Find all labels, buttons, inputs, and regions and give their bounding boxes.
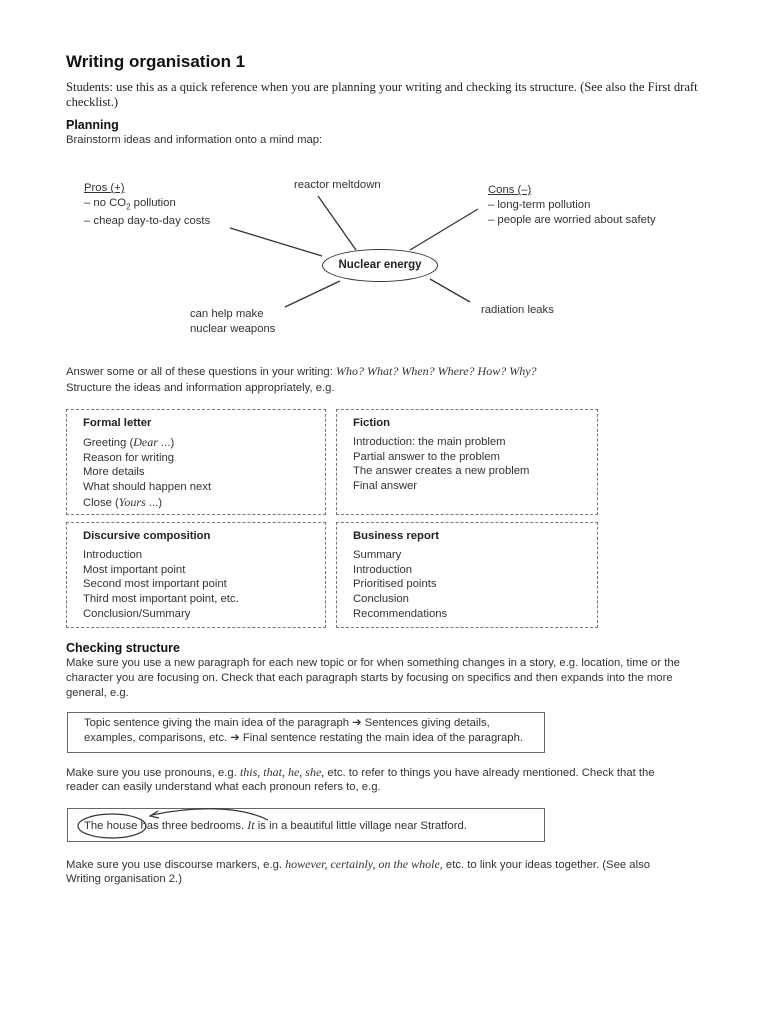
structure-line: Structure the ideas and information appropriately, e.g.	[66, 382, 335, 394]
bottom-left-node: can help make nuclear weapons	[190, 308, 276, 335]
pronoun-paragraph: Make sure you use pronouns, e.g. this, that, he, she, etc. to refer to things you have already mentioned. Check that the	[66, 765, 655, 779]
box-item: Recommendations	[353, 607, 448, 620]
discourse-paragraph: Make sure you use discourse markers, e.g. however, certainly, on the whole, etc. to link your ideas together. (See also	[66, 857, 651, 871]
box-item: More details	[83, 466, 145, 479]
box-title: Discursive composition	[83, 530, 211, 542]
planning-instruction: Brainstorm ideas and information onto a mind map:	[66, 134, 323, 146]
pronoun-it: It	[247, 818, 255, 832]
box-item: Introduction	[353, 563, 413, 576]
questions-line: Answer some or all of these questions in your writing: Who? What? When? Where? How? Why?	[66, 364, 537, 378]
box-item: Introduction	[83, 548, 143, 561]
box-item: Conclusion/Summary	[83, 607, 191, 620]
topic-sentence-box: Topic sentence giving the main idea of the paragraph ➔ Sentences giving details, examples, comparisons, etc. ➔ Final sentence restating the main idea of the paragraph.	[67, 712, 545, 753]
checking-paragraph-1: Make sure you use a new paragraph for each new topic or for when something changes in a story, e.g. location, time or the character you are focusing on. Check that each paragraph starts by focusing on specifics and then expands into the more general, e.g.	[66, 657, 680, 699]
bottom-right-node: radiation leaks	[481, 304, 554, 316]
box-item: Introduction: the main problem	[353, 435, 506, 448]
box-title: Business report	[353, 530, 440, 542]
checking-heading: Checking structure	[66, 641, 180, 655]
box-item: Partial answer to the problem	[353, 450, 500, 463]
intro-text: Students: use this as a quick reference when you are planning your writing and checking its structure. (See also the First draft checklist.)	[66, 80, 698, 109]
top-node: reactor meltdown	[294, 179, 381, 191]
box-item: Conclusion	[353, 593, 409, 606]
cons-item-1: – long-term pollution	[488, 199, 591, 211]
box-item: Prioritised points	[353, 578, 437, 591]
page-title: Writing organisation 1	[66, 52, 246, 71]
box-item: Most important point	[83, 563, 186, 576]
cons-title: Cons (–)	[488, 184, 532, 196]
box-item: The answer creates a new problem	[353, 465, 530, 478]
box-item: Third most important point, etc.	[83, 593, 239, 606]
box-item: What should happen next	[83, 481, 212, 494]
reference-arrow	[152, 809, 268, 820]
box-item: Greeting (Dear ...)	[83, 434, 175, 449]
pros-item-2: – cheap day-to-day costs	[84, 215, 211, 228]
cons-item-2: – people are worried about safety	[488, 214, 656, 226]
box-item: Second most important point	[83, 578, 227, 591]
discourse-paragraph-line-2: Writing organisation 2.)	[66, 873, 182, 885]
pronoun-paragraph-line-2: reader can easily understand what each pronoun refers to, e.g.	[66, 781, 381, 793]
box-title: Formal letter	[83, 417, 152, 429]
box-item: Final answer	[353, 480, 418, 493]
pros-item-1: – no $CO_2$ pollution	[84, 197, 176, 212]
pros-title: Pros (+)	[84, 182, 125, 194]
box-title: Fiction	[353, 417, 391, 429]
antecedent-circle	[78, 814, 146, 838]
center-node: Nuclear energy	[322, 249, 438, 282]
box-item: Close (Yours ...)	[83, 494, 163, 509]
circled-antecedent: The house	[84, 820, 138, 832]
pronoun-example-box: The house has three bedrooms. It is in a beautiful little village near Stratford.	[67, 808, 545, 842]
box-item: Summary	[353, 548, 402, 561]
box-item: Reason for writing	[83, 451, 175, 464]
questions-list: Who? What? When? Where? How? Why?	[336, 364, 537, 378]
planning-heading: Planning	[66, 118, 119, 132]
